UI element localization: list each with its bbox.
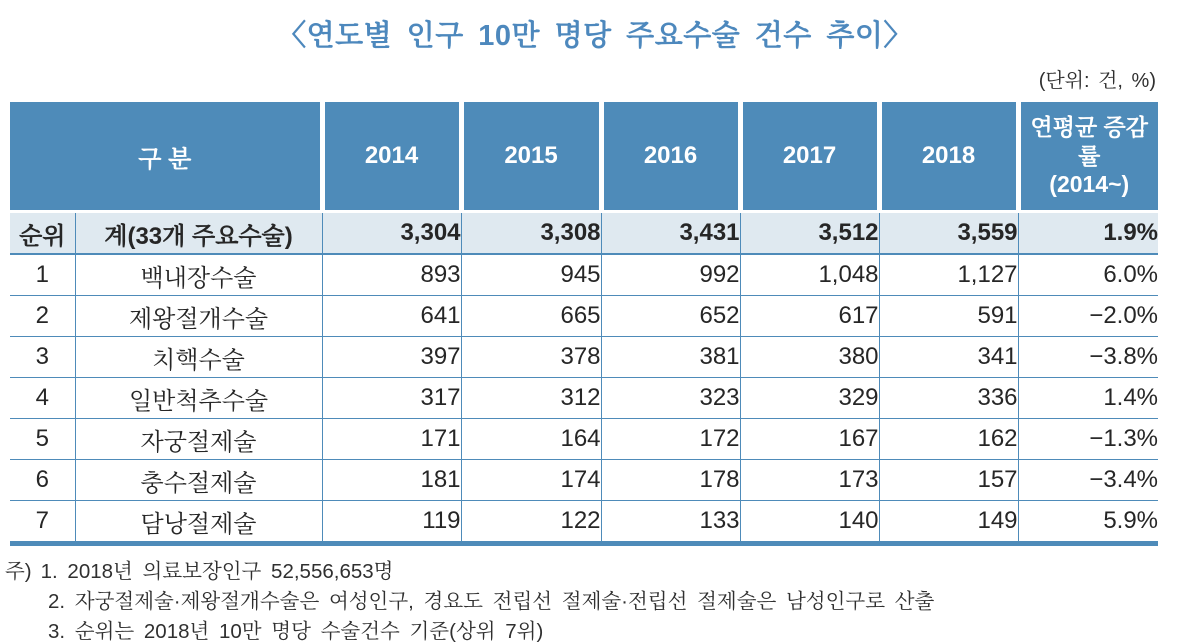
rank-cell: 1	[10, 254, 75, 296]
footnote-prefix: 주)	[5, 560, 32, 583]
cagr-cell: −1.3%	[1018, 419, 1158, 460]
value-2018: 149	[879, 501, 1018, 544]
header-cagr-line1: 연평균 증감률	[1030, 113, 1148, 169]
surgery-name-cell: 담낭절제술	[75, 501, 322, 544]
surgery-name-cell: 자궁절제술	[75, 419, 322, 460]
surgery-name-cell: 충수절제술	[75, 460, 322, 501]
rank-cell: 4	[10, 378, 75, 419]
header-year-2016: 2016	[601, 102, 740, 212]
value-2018: 591	[879, 296, 1018, 337]
value-2017: 329	[740, 378, 879, 419]
table-row	[10, 378, 1158, 419]
value-2015: 164	[461, 419, 601, 460]
value-2014: 171	[322, 419, 461, 460]
value-2016: 381	[601, 337, 740, 378]
table-row	[10, 501, 1158, 544]
value-2016: 172	[601, 419, 740, 460]
header-year-2014: 2014	[322, 102, 461, 212]
table-row	[10, 254, 1158, 296]
value-2018: 162	[879, 419, 1018, 460]
value-2017: 1,048	[740, 254, 879, 296]
value-2015: 122	[461, 501, 601, 544]
cagr-cell: −3.8%	[1018, 337, 1158, 378]
table-body	[10, 212, 1158, 544]
header-year-2018: 2018	[879, 102, 1018, 212]
page-title: 〈연도별 인구 10만 명당 주요수술 건수 추이〉	[277, 20, 913, 52]
rank-header-cell: 순위	[10, 212, 75, 255]
value-2015: 665	[461, 296, 601, 337]
table-row	[10, 460, 1158, 501]
summary-value-2017: 3,512	[740, 212, 879, 255]
surgery-name-cell: 치핵수술	[75, 337, 322, 378]
summary-value-2014: 3,304	[322, 212, 461, 255]
value-2016: 323	[601, 378, 740, 419]
rank-cell: 2	[10, 296, 75, 337]
value-2014: 893	[322, 254, 461, 296]
value-2018: 157	[879, 460, 1018, 501]
value-2014: 317	[322, 378, 461, 419]
rank-cell: 5	[10, 419, 75, 460]
value-2015: 945	[461, 254, 601, 296]
header-cagr	[1018, 102, 1158, 212]
value-2017: 140	[740, 501, 879, 544]
value-2018: 341	[879, 337, 1018, 378]
value-2017: 617	[740, 296, 879, 337]
unit-label: (단위: 건, %)	[1038, 70, 1156, 92]
summary-value-2018: 3,559	[879, 212, 1018, 255]
summary-row	[10, 212, 1158, 255]
header-year-2015: 2015	[461, 102, 601, 212]
value-2016: 992	[601, 254, 740, 296]
value-2015: 174	[461, 460, 601, 501]
value-2015: 378	[461, 337, 601, 378]
surgery-name-cell: 백내장수술	[75, 254, 322, 296]
footnote-line-2: 2. 자궁절제술·제왕절개수술은 여성인구, 경요도 전립선 절제술·전립선 절제술은 남성인구로 산출	[48, 590, 935, 613]
table-row	[10, 337, 1158, 378]
surgery-stats-table	[10, 102, 1158, 546]
rank-cell: 7	[10, 501, 75, 544]
rank-cell: 3	[10, 337, 75, 378]
summary-cagr-cell: 1.9%	[1018, 212, 1158, 255]
rank-cell: 6	[10, 460, 75, 501]
header-category: 구 분	[10, 102, 322, 212]
header-row	[10, 102, 1158, 212]
value-2015: 312	[461, 378, 601, 419]
footnote-text: 1. 2018년 의료보장인구 52,556,653명	[40, 560, 394, 583]
footnote-line-3: 3. 순위는 2018년 10만 명당 수술건수 기준(상위 7위)	[48, 620, 544, 643]
cagr-cell: 5.9%	[1018, 501, 1158, 544]
value-2014: 119	[322, 501, 461, 544]
surgery-name-cell: 일반척추수술	[75, 378, 322, 419]
value-2016: 178	[601, 460, 740, 501]
footnote-line-1	[5, 557, 1190, 587]
table-row	[10, 296, 1158, 337]
surgery-name-cell: 제왕절개수술	[75, 296, 322, 337]
value-2016: 652	[601, 296, 740, 337]
value-2016: 133	[601, 501, 740, 544]
value-2014: 181	[322, 460, 461, 501]
value-2014: 397	[322, 337, 461, 378]
value-2017: 167	[740, 419, 879, 460]
cagr-cell: 6.0%	[1018, 254, 1158, 296]
cagr-cell: −2.0%	[1018, 296, 1158, 337]
cagr-cell: 1.4%	[1018, 378, 1158, 419]
table-header	[10, 102, 1158, 212]
value-2014: 641	[322, 296, 461, 337]
summary-name-cell: 계(33개 주요수술)	[75, 212, 322, 255]
value-2018: 1,127	[879, 254, 1018, 296]
value-2018: 336	[879, 378, 1018, 419]
summary-value-2015: 3,308	[461, 212, 601, 255]
value-2017: 380	[740, 337, 879, 378]
value-2017: 173	[740, 460, 879, 501]
header-year-2017: 2017	[740, 102, 879, 212]
footnotes	[5, 557, 1190, 644]
header-cagr-line2: (2014~)	[1049, 171, 1130, 198]
summary-value-2016: 3,431	[601, 212, 740, 255]
table-row	[10, 419, 1158, 460]
cagr-cell: −3.4%	[1018, 460, 1158, 501]
